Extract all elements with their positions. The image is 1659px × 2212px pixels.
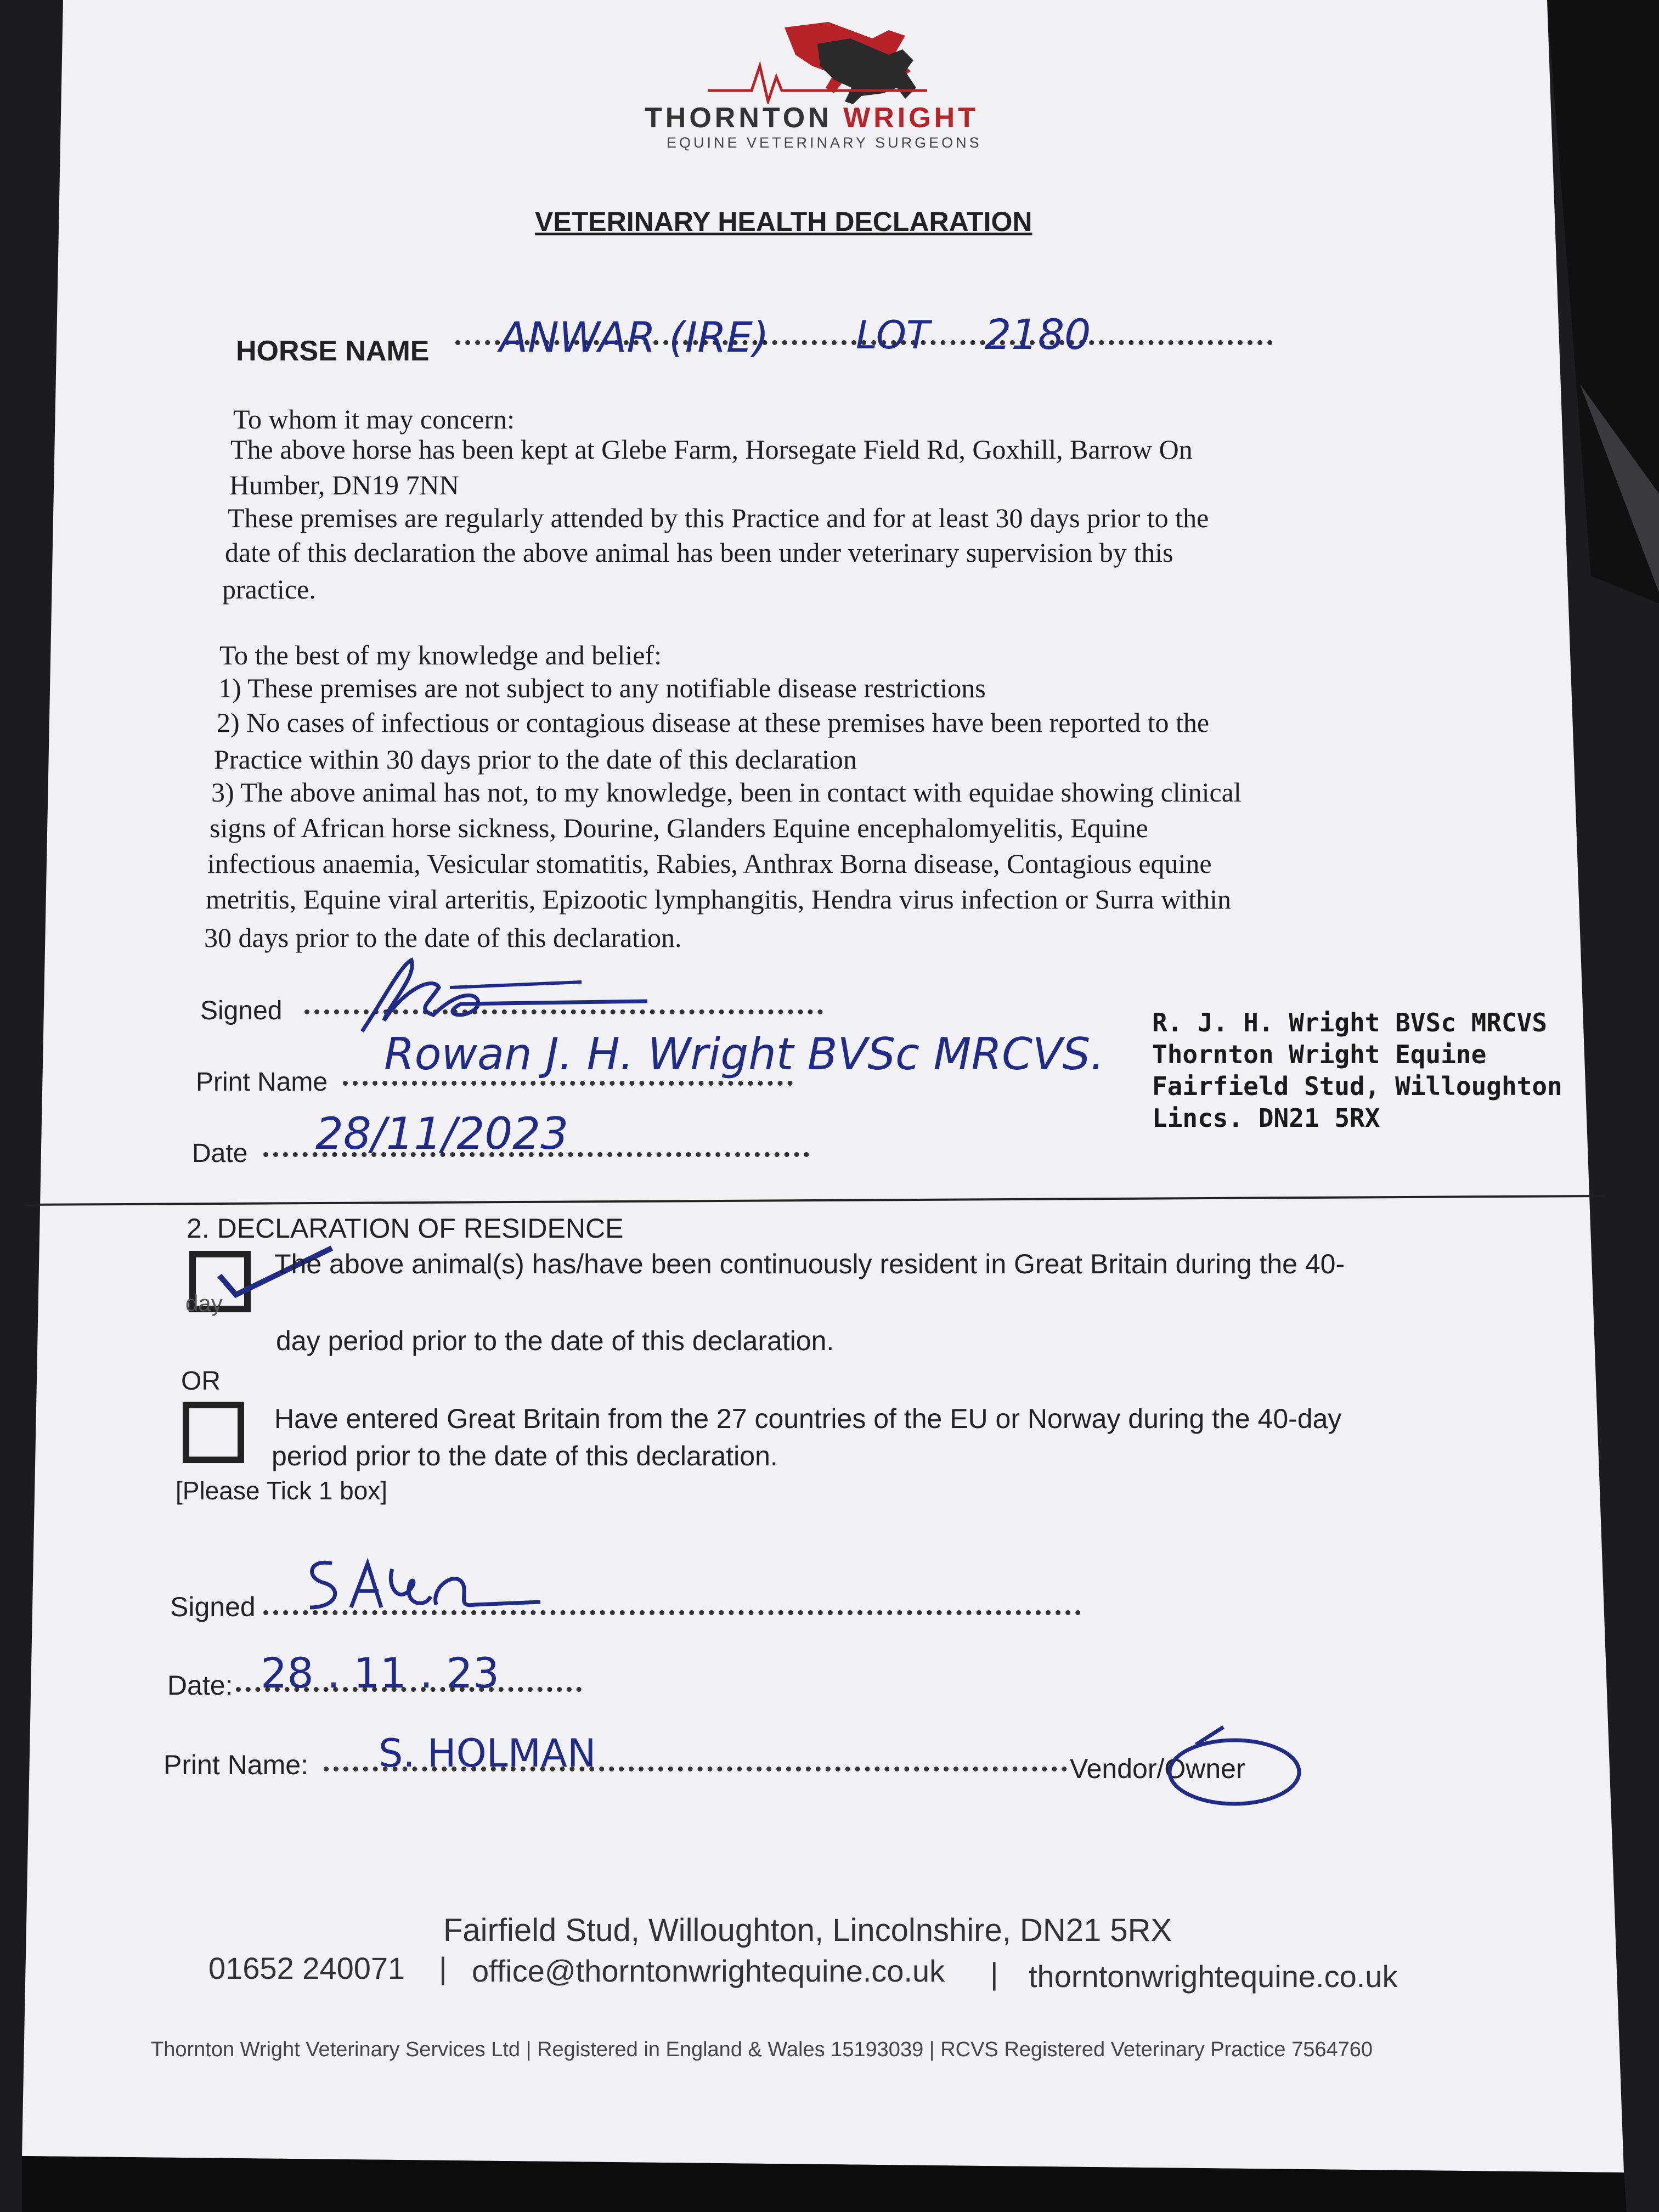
residence-option1-text: The above animal(s) has/have been continuously resident in Great Britain during the 40- <box>274 1249 1345 1279</box>
vet-print-handwritten: Rowan J. H. Wright BVSc MRCVS. <box>384 1029 1104 1080</box>
body-line: signs of African horse sickness, Dourine, Glanders Equine encephalomyelitis, Equine <box>210 812 1148 843</box>
owner-circled-mark <box>1163 1723 1306 1810</box>
stamp-line: Thornton Wright Equine <box>1152 1040 1487 1069</box>
footer-legal: Thornton Wright Veterinary Services Ltd | Registered in England & Wales 15193039 | RCVS Registered Veterinary Practice 7564760 <box>151 2038 1373 2061</box>
body-line: These premises are regularly attended by this Practice and for at least 30 days prior to the <box>228 503 1209 533</box>
footer-separator: | <box>439 1951 447 1985</box>
owner-date-handwritten: 28 . 11 . 23 <box>261 1649 500 1697</box>
stamp-line: Fairfield Stud, Willoughton <box>1152 1071 1562 1101</box>
residence-option2-text-continued: period prior to the date of this declaration. <box>272 1441 778 1471</box>
body-line: infectious anaemia, Vesicular stomatitis, Rabies, Anthrax Borna disease, Contagious equine <box>207 848 1212 879</box>
lot-handwritten: LOT <box>856 313 930 358</box>
body-line: 2) No cases of infectious or contagious disease at these premises have been reported to the <box>217 707 1210 738</box>
owner-date-label: Date: <box>167 1670 233 1701</box>
footer-email[interactable]: office@thorntonwrightequine.co.uk <box>472 1954 945 1988</box>
body-line: practice. <box>222 574 316 605</box>
tick-instruction: [Please Tick 1 box] <box>176 1476 388 1505</box>
residence-option1-overflow: day <box>185 1290 223 1316</box>
body-line: 3) The above animal has not, to my knowledge, been in contact with equidae showing clinical <box>211 777 1242 808</box>
owner-signed-label: Signed <box>170 1592 256 1622</box>
footer-address: Fairfield Stud, Willoughton, Lincolnshire, DN21 5RX <box>443 1912 1172 1948</box>
vet-signature <box>351 955 658 1037</box>
footer-phone: 01652 240071 <box>208 1951 405 1985</box>
owner-print-handwritten: S. HOLMAN <box>379 1731 596 1776</box>
body-line: To the best of my knowledge and belief: <box>219 640 662 670</box>
footer-website[interactable]: thorntonwrightequine.co.uk <box>1029 1959 1398 1994</box>
vendor-owner-label: Vendor/Owner <box>1070 1753 1245 1784</box>
horse-name-label: HORSE NAME <box>236 335 430 367</box>
stamp-line: Lincs. DN21 5RX <box>1152 1103 1380 1133</box>
residence-option2-checkbox[interactable] <box>183 1402 244 1463</box>
body-line: 1) These premises are not subject to any notifiable disease restrictions <box>218 673 986 703</box>
body-line: Humber, DN19 7NN <box>229 470 459 500</box>
lot-number-handwritten: 2180 <box>985 310 1091 359</box>
body-line: Practice within 30 days prior to the date of this declaration <box>214 744 857 775</box>
owner-signature <box>299 1553 551 1618</box>
vet-date-handwritten: 28/11/2023 <box>315 1108 569 1159</box>
vet-print-label: Print Name <box>196 1068 328 1097</box>
practice-stamp <box>1152 1007 1562 1134</box>
body-line: 30 days prior to the date of this declaration. <box>204 922 682 953</box>
vet-signed-label: Signed <box>200 996 283 1025</box>
body-line: metritis, Equine viral arteritis, Epizootic lymphangitis, Hendra virus infection or Surra within <box>206 884 1232 915</box>
vet-date-label: Date <box>192 1139 248 1168</box>
body-line: date of this declaration the above animal has been under veterinary supervision by this <box>225 537 1173 568</box>
brand-second: WRIGHT <box>843 102 979 134</box>
residence-option1-text-continued: day period prior to the date of this declaration. <box>276 1325 834 1356</box>
horse-name-handwritten: ANWAR (IRE) <box>499 313 769 362</box>
page-title: VETERINARY HEALTH DECLARATION <box>535 206 1032 237</box>
brand-first: THORNTON <box>645 102 832 134</box>
stamp-line: R. J. H. Wright BVSc MRCVS <box>1152 1008 1548 1037</box>
horse-logo-icon <box>708 22 927 104</box>
or-label: OR <box>181 1367 221 1396</box>
residence-heading: 2. DECLARATION OF RESIDENCE <box>187 1213 624 1244</box>
brand-tagline: EQUINE VETERINARY SURGEONS <box>667 134 982 151</box>
body-line: The above horse has been kept at Glebe Farm, Horsegate Field Rd, Goxhill, Barrow On <box>230 434 1193 465</box>
section-divider <box>0 1190 1659 1207</box>
vet-print-dotted-line <box>343 1081 793 1086</box>
residence-option2-text: Have entered Great Britain from the 27 countries of the EU or Norway during the 40-day <box>274 1403 1342 1434</box>
footer-separator: | <box>990 1956 998 1991</box>
body-line: To whom it may concern: <box>233 404 515 435</box>
owner-print-label: Print Name: <box>163 1750 308 1780</box>
